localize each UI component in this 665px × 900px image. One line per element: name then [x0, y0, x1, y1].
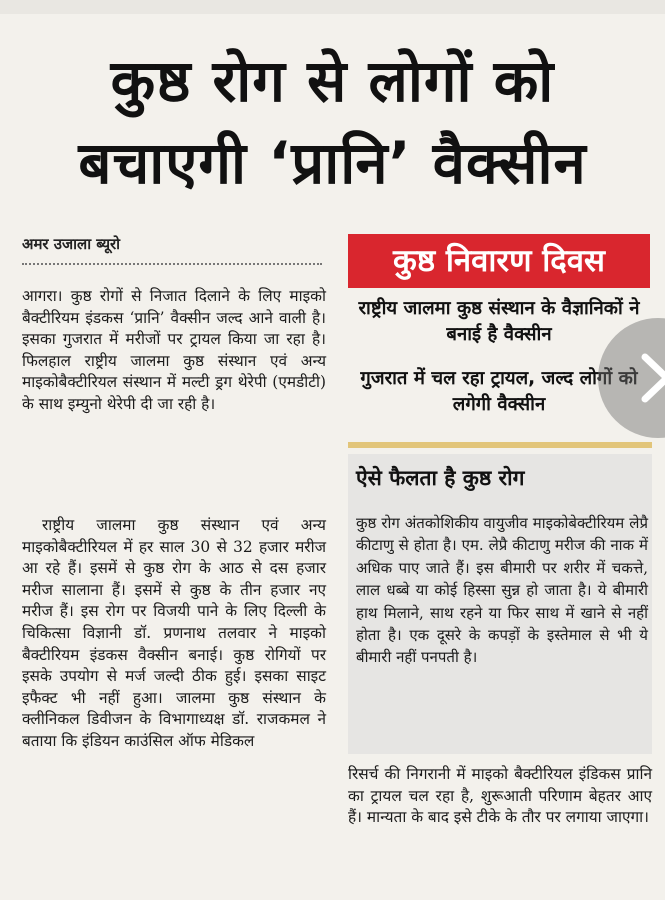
info-box-text: कुष्ठ रोग अंतकोशिकीय वायुजीव माइकोबेक्टीरियम लेप्रै कीटाणु से होता है। एम. लेप्रै कीटाणु मरीज की नाक में अधिक पाए जाते हैं। इस बीमारी पर शरीर में चकत्ते, लाल धब्बे या कोई हिस्सा सुन्न हो जाता है। ये बीमारी हाथ मिलाने, साथ रहने या फिर साथ में खाने से नहीं होता है। एक दूसरे के कपड़ों के इस्तेमाल से भी ये बीमारी नहीं पनपती है।: [356, 514, 648, 667]
gold-divider: [348, 442, 652, 448]
headline: [0, 40, 665, 204]
body-paragraph-3: रिसर्च की निगरानी में माइको बैक्टीरियल इंडिकस प्रानि का ट्रायल चल रहा है, शुरूआती परिणाम बेहतर आए हैं। मान्यता के बाद इसे टीके के तौर पर लगाया जाएगा।: [348, 765, 652, 827]
byline: अमर उजाला ब्यूरो: [22, 235, 121, 253]
highlight-2: गुजरात में चल रहा ट्रायल, जल्द लोगों को लगेगी वैक्सीन: [360, 368, 638, 415]
body-paragraph-2: राष्ट्रीय जालमा कुष्ठ संस्थान एवं अन्य माइकोबैक्टीरियल में हर साल 30 से 32 हजार मरीज आ रहे हैं। इसमें से कुष्ठ रोग के आठ से दस हजार मरीज सालाना हैं। इसमें से कुष्ठ के तीन हजार नए मरीज हैं। इस रोग पर विजयी पाने के लिए दिल्ली के चिकित्सा विज्ञानी डॉ. प्रणनाथ तलवार ने माइको बैक्टीरियम इंडकस वैक्सीन बनाई। कुष्ठ रोगियों पर इसके उपयोग से मर्ज जल्दी ठीक हुई। इसका साइट इफैक्ट भी नहीं हुआ। जालमा कुष्ठ संस्थान के क्लीनिकल डिवीजन के विभागाध्यक्ष डॉ. राजकमल ने बताया कि इंडियन काउंसिल ऑफ मेडिकल: [22, 516, 326, 750]
headline-line-2: बचाएगी ‘प्रानि’ वैक्सीन: [78, 129, 587, 197]
body-paragraph-1: आगरा। कुष्ठ रोगों से निजात दिलाने के लिए माइको बैक्टीरियम इंडकस ‘प्रानि’ वैक्सीन जल्द आने वाली है। इसका गुजरात में मरीजों पर ट्रायल किया जा रहा है। फिलहाल राष्ट्रीय जालमा कुष्ठ संस्थान एवं अन्य माइकोबैक्टीरियल संस्थान में मल्टी ड्रग थेरेपी (एमडीटी) के साथ इम्युनो थेरेपी दी जा रही है।: [22, 287, 326, 413]
highlight-1: राष्ट्रीय जालमा कुष्ठ संस्थान के वैज्ञानिकों ने बनाई है वैक्सीन: [358, 298, 640, 345]
top-edge-strip: [0, 0, 665, 14]
chevron-right-icon[interactable]: [627, 347, 665, 409]
info-box-title: ऐसे फैलता है कुष्ठ रोग: [356, 466, 525, 490]
byline-divider: [22, 263, 322, 265]
section-tag: कुष्ठ निवारण दिवस: [348, 234, 650, 288]
headline-line-1: कुष्ठ रोग से लोगों को: [110, 47, 555, 115]
